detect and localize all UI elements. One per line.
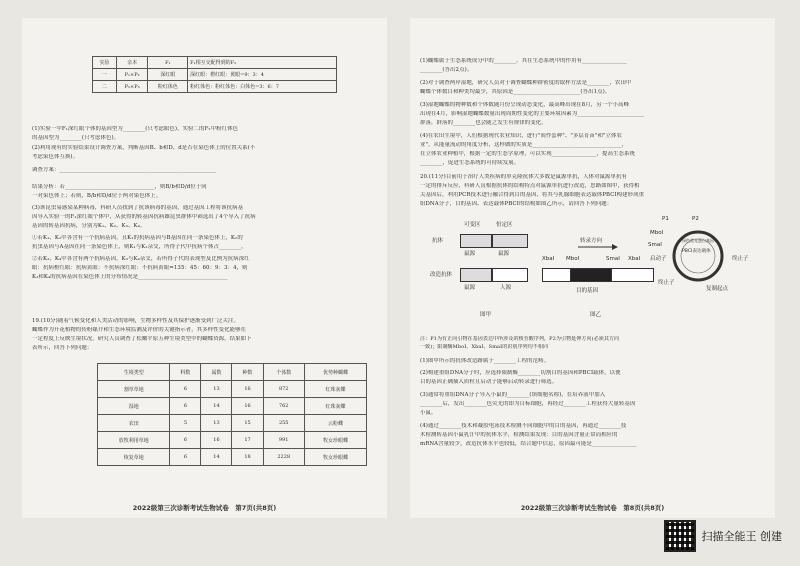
table-cell: 二 — [93, 81, 117, 93]
table-cell: 17 — [232, 432, 263, 449]
text-line: 的基因型为________(只考虑体色)。 — [32, 135, 120, 141]
text-line: 在立体农业种植中，根据一定的生态学原理，可以实现________________，提高生态系统 — [420, 151, 635, 157]
table-cell: 深红眼：橙红眼：黄眼=9：3：4 — [188, 69, 337, 81]
table-cell: 割草草地 — [98, 381, 170, 398]
antibody-label: 抗体 — [432, 238, 444, 244]
enzyme-label: SmaI — [648, 242, 662, 248]
text-line: ________(答出2点)。 — [420, 67, 473, 73]
cross-results-table — [92, 56, 337, 93]
table-row — [93, 69, 337, 81]
table-cell: 6 — [170, 432, 201, 449]
table-cell: 深红眼 — [148, 69, 188, 81]
table-cell: 762 — [263, 398, 304, 415]
figure-a-caption: 图甲 — [480, 312, 492, 318]
table-cell: 红珠灰蝶 — [304, 398, 366, 415]
mouse-label: 鼠源 — [498, 251, 510, 257]
table-cell: P₂×P₃ — [116, 81, 148, 93]
table-cell: 6 — [170, 381, 201, 398]
target-gene-bar — [570, 268, 612, 282]
table-row — [93, 81, 337, 93]
mouse-label: 鼠源 — [464, 251, 476, 257]
text-line: K₃和K₄的抗病基因在染色体上的分布情况是________________________________ — [32, 274, 228, 280]
table-cell: 粉红体色：粉红体色：白体色=3：6：7 — [188, 81, 337, 93]
primer-label: P1 — [662, 216, 669, 222]
target-gene-label: 目的基因 — [576, 288, 599, 294]
modified-antibody-label: 改造抗体 — [430, 272, 453, 278]
text-line: (1)图甲所示的抗体改造路属于________工程的范畴。 — [420, 358, 550, 364]
table-row — [98, 415, 367, 432]
table-header-cell: F₁ — [148, 57, 188, 69]
table-cell: 湿地 — [98, 398, 170, 415]
text-line: (3)湿地蝴蝶的物种数和个体数随月份呈现动态变化，最高峰出现在8月，另一个小高峰 — [420, 102, 630, 108]
table-row — [98, 432, 367, 449]
terminator-label: 终止子 — [658, 280, 675, 286]
table-header-row — [93, 57, 337, 69]
promoter-label: 启动子 — [650, 256, 667, 262]
page-footer: 2022级第三次诊断考试生物试卷 第7页(共8页) — [132, 504, 277, 512]
table-cell: 农田 — [98, 415, 170, 432]
table-cell: 云粉蝶 — [304, 415, 366, 432]
text-line: 一定的排斥反应，科研人员根据抗体的结构特点对鼠源单抗进行改造，思路如图甲，获得相 — [420, 183, 640, 189]
enzyme-label: MboI — [650, 230, 664, 236]
text-line: ②若K₃、K₄中各含有两个抗病基因，K₃与K₄杂交，若所得子代的表现型及比例为抗病深红 — [32, 256, 250, 262]
table-row — [98, 381, 367, 398]
text-line: 基因的转基因抗病，分别为K₁、K₂、K₃、K₄。 — [32, 223, 146, 229]
qr-code-icon — [664, 520, 696, 552]
butterfly-habitat-table — [97, 363, 367, 466]
table-cell: P₁×P₂ — [116, 69, 148, 81]
text-line: 因导入实验一的F₁深红眼个体中，从获得的转基因抗病雄昆虫群体中筛选出了4个导入了抗病 — [32, 214, 256, 220]
right-page — [410, 18, 775, 518]
mouse-constant-bar — [492, 234, 528, 248]
table-cell: 6 — [170, 398, 201, 415]
figure-b-caption: 图乙 — [590, 312, 602, 318]
table-header-cell: 个体数 — [263, 364, 304, 381]
enzyme-label: SmaI — [606, 256, 620, 262]
table-cell: 红珠灰蝶 — [304, 381, 366, 398]
enzyme-label: XbaI — [628, 256, 641, 262]
table-header-cell: 科数 — [170, 364, 201, 381]
text-line: (1)蝴蝶属于生态系统成分中的________，其在生态系统中的作用有________________ — [420, 58, 627, 64]
note-line: 注：P1为有正向引物在基因表达中所涉及的核苷酸序列，P2为引物延伸方向(必须其方向 — [420, 336, 620, 342]
table-cell: 5 — [170, 415, 201, 432]
text-line: ________，促进生态系统的可持续发展。 — [420, 160, 520, 166]
table-cell: 16 — [201, 432, 232, 449]
table-cell: 一 — [93, 69, 117, 81]
variable-region-label: 可变区 — [464, 222, 481, 228]
page-footer: 2022级第三次诊断考试生物试卷 第8页(共8页) — [520, 504, 665, 512]
table-cell: 放牧利用草地 — [98, 432, 170, 449]
table-cell: 粉红体色 — [148, 81, 188, 93]
human-label: 人源 — [500, 285, 512, 291]
text-line: 小鼠。 — [420, 410, 437, 416]
table-header-cell: 优势种蝴蝶 — [304, 364, 366, 381]
gfp-gene-label: 绿色荧光蛋白基因 — [682, 238, 714, 243]
table-header-cell: 实验 — [93, 57, 117, 69]
table-cell: 牧女珍眼蝶 — [304, 432, 366, 449]
terminator-label: 终止子 — [732, 256, 749, 262]
table-header-cell: 亲本 — [116, 57, 148, 69]
table-header-cell: 生境类型 — [98, 364, 170, 381]
table-cell: 14 — [201, 449, 232, 466]
text-line: 群落，群落的________也会随之发生有规律的变化。 — [420, 120, 547, 126]
question-20-line: 20.(11分)目前用于治疗人类疾病的单克隆抗体大多数是鼠源单抗，人体对鼠源单抗有 — [420, 174, 628, 180]
plasmid-name: PBCI表达载体 — [682, 249, 711, 254]
scanner-watermark — [664, 520, 783, 552]
table-cell: 牧女珍眼蝶 — [304, 449, 366, 466]
table-row — [98, 449, 367, 466]
question-19-line: 19.(10分)随着气候变化和人类活动的影响，生物多样性及其保护逐渐受到广泛关注。 — [32, 318, 240, 324]
constant-region-label: 恒定区 — [496, 222, 513, 228]
text-line: 表所示，回答下列问题： — [32, 345, 93, 351]
text-line: 组DNA分子，目的基因、表达载体PBCI的结构如图乙所示，请回答下列问题： — [420, 201, 613, 207]
transcription-direction-label: 转录方向 — [580, 238, 603, 244]
text-line: (3)通常将重组DNA分子导入小鼠的________(填细胞名称)，在培养液中加入 — [420, 392, 606, 398]
text-line: 考虑染色体互换)。 — [32, 154, 79, 160]
mouse-variable-bar — [460, 234, 492, 248]
text-line: 目的基因正确插入质粒且启动子能够启动转录进行筛选。 — [420, 379, 558, 385]
text-line: 关基因后，利用PCR技术进行融合得到目的基因，将其与乳腺细胞表达载体PBCI构建形成重 — [420, 192, 645, 198]
table-cell: 255 — [263, 415, 304, 432]
left-page — [22, 18, 387, 518]
table-cell: 15 — [232, 415, 263, 432]
text-line: (4)在农田生境中，人们根据现代农业知识，进行"间作套种"、"多层育苗"和"立体农 — [420, 133, 623, 139]
table-header-cell: 属数 — [201, 364, 232, 381]
transcription-arrow-icon — [578, 244, 618, 250]
origin-label: 复制起点 — [706, 286, 729, 292]
watermark-text: 扫描全能王 创建 — [701, 530, 782, 543]
text-line: 术检测转基因小鼠乳汁中的抗体水平，检测结果发现：目的基因含量正常而相应的 — [420, 432, 618, 438]
primer-label: P2 — [692, 216, 699, 222]
table-cell: 6 — [170, 449, 201, 466]
text-line: 抗虫基因与A基因在同一条染色体上，则K₁与K₂杂交，所得子代中抗病个体占________。 — [32, 244, 247, 250]
text-line: 眼：抗病橙红眼：抗病黄眼：不抗病深红眼：不抗病黄眼=135：45：60：9：3：4，则 — [32, 265, 248, 271]
note-line: 一致)；限制酶MboI、XbaI、SmaI的识别序列均不相同 — [420, 344, 549, 350]
text-line: 蝴蝶个体数目和种类均最少，其原因是________________________(答出1点)。 — [420, 89, 611, 95]
table-cell: 16 — [232, 381, 263, 398]
enzyme-label: MboI — [566, 256, 580, 262]
table-cell: 13 — [201, 415, 232, 432]
plasmid-icon — [668, 226, 728, 286]
human-constant-bar — [492, 268, 528, 282]
table-cell: 18 — [232, 449, 263, 466]
mouse-variable-bar — [460, 268, 492, 282]
text-line: (2)对于调查两岸湿地，研究人员对于调查蝴蝶种群密度的取样方法是________，农田中 — [420, 80, 632, 86]
text-line: mRNA含量较少，改造抗体水平也较低，结合题中信息，原因最可能是________________ — [420, 441, 637, 447]
text-line: 一对染色体上；若则，B/b和D/d位于两对染色体上。 — [32, 193, 162, 199]
text-line: 蝴蝶作为开花植物的传粉媒介和生态环境监测及评价的关键指示者，其多样性变化能够在 — [32, 327, 247, 333]
table-cell: 991 — [263, 432, 304, 449]
figure-area — [430, 214, 760, 324]
table-cell: 14 — [201, 398, 232, 415]
text-line: 业"，从能量流动的角度分析，这样做的实质是________________________________， — [420, 142, 628, 148]
text-line: 出现在4月，影响湿地蝴蝶数量出现周期性变化的主要环境因素为________________________ — [420, 111, 645, 117]
table-cell: 872 — [263, 381, 304, 398]
table-header-row — [98, 364, 367, 381]
text-line: ________后，发出________色荧光的即为目标细胞，再经过________工程获得大量转基因 — [420, 401, 636, 407]
table-header-cell: F₁相互交配得到的F₂ — [188, 57, 337, 69]
text-line: (3)该昆虫易感染某种病毒，科研人员找到了抗该病毒的基因，通过基因工程将该抗病基 — [32, 205, 244, 211]
text-line: (2)构建重组DNA分子时，应选择限制酶________切割目的基因和PBCI载体，以便 — [420, 370, 621, 376]
text-line: ①若K₁、K₂中各含有一个抗病基因，且K₁的抗病基因与B基因在同一条染色体上，K₂的 — [32, 235, 243, 241]
text-line: (1)实验一中F₁深红眼个体的基因型为________(只考虑眼色)，实验二的F₂中粉红体色 — [32, 126, 239, 132]
text-line: 一定程度上反映生境状况。研究人员调查了松嫩平原五种生境类型中的蝴蝶资源，结果如下 — [32, 336, 252, 342]
table-cell: 13 — [201, 381, 232, 398]
table-header-cell: 种数 — [232, 364, 263, 381]
table-cell: 恢复草地 — [98, 449, 170, 466]
text-line: 调查方案：________________________________________________________ — [32, 167, 216, 173]
mouse-label: 鼠源 — [464, 285, 476, 291]
enzyme-label: XbaI — [542, 256, 555, 262]
table-cell: 2228 — [263, 449, 304, 466]
text-line: (4)通过________技术和凝胶电泳技术检测不同细胞中的目的基因，再通过________技 — [420, 423, 627, 429]
text-line: 结果分析：若________________________________，则B/b和D/d位于同 — [32, 184, 207, 190]
table-row — [98, 398, 367, 415]
table-cell: 16 — [232, 398, 263, 415]
text-line: (2)利用现有的实验结果设计调查方案，判断基因B、b和D、d是否在染色体上的位置关系(不 — [32, 145, 256, 151]
